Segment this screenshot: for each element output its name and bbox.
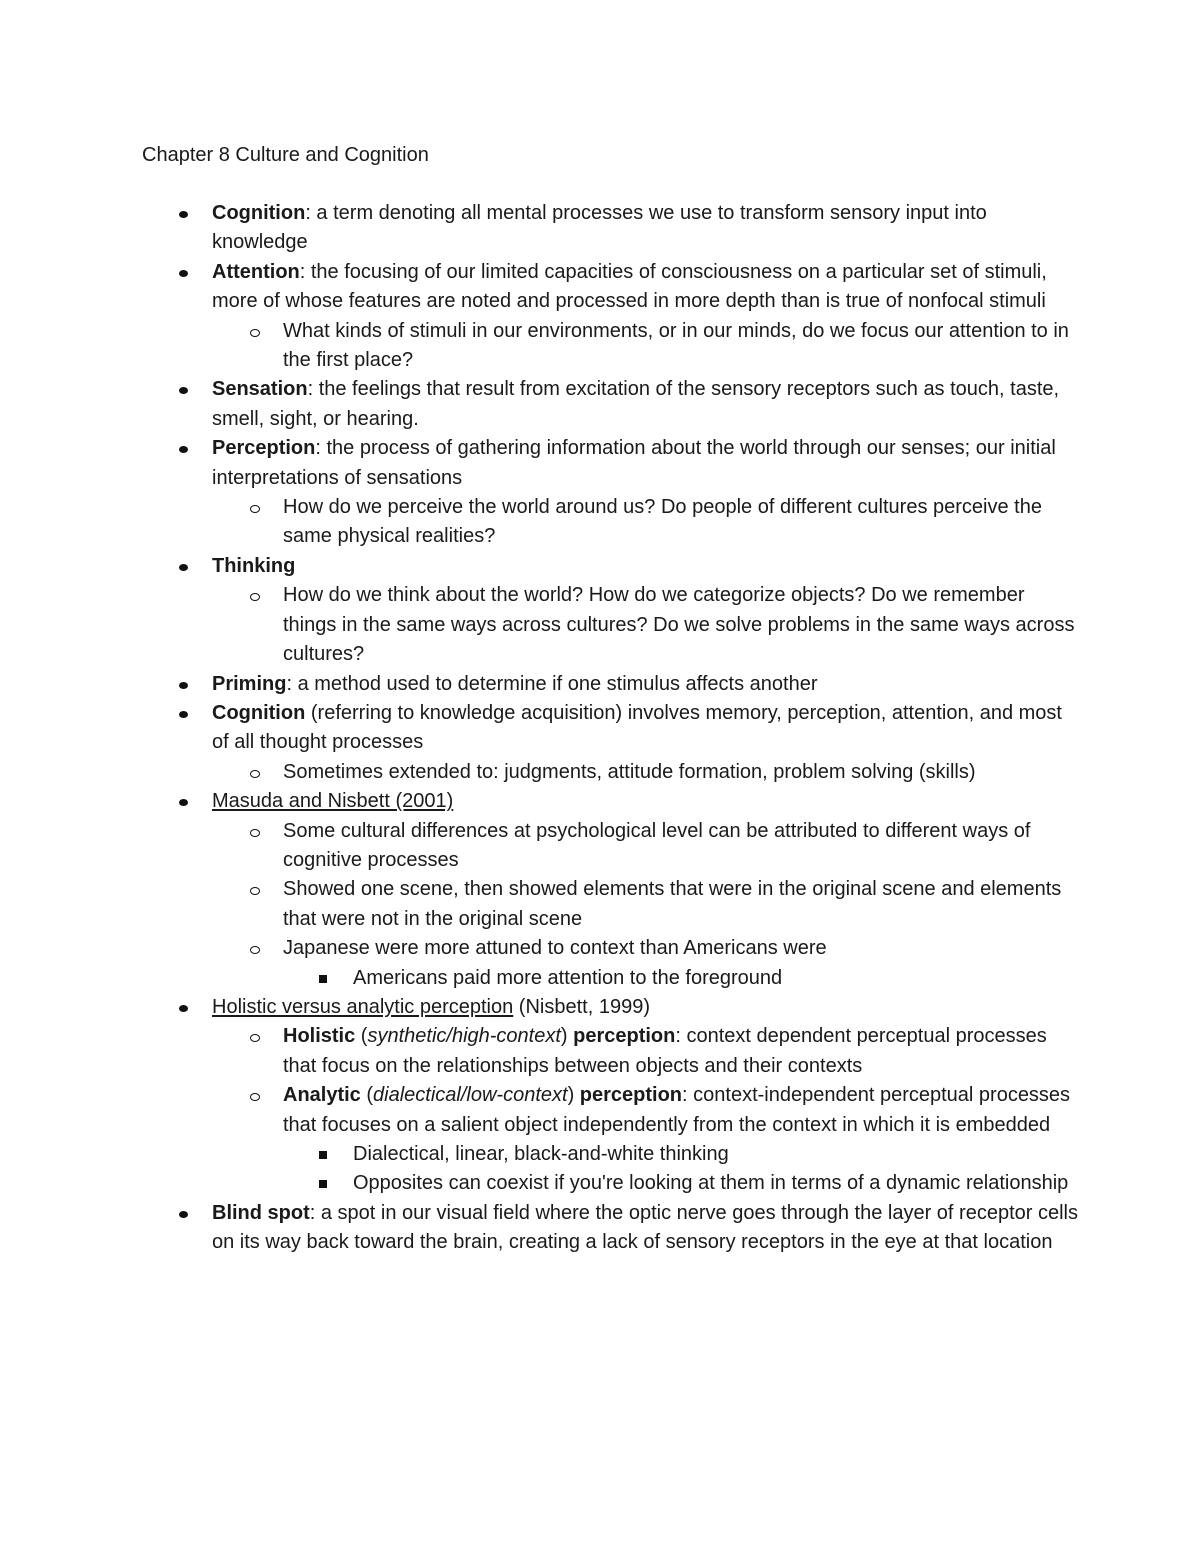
sub-list: [283, 817, 1082, 993]
list-item-holistic: [212, 993, 1082, 1199]
sub-item: What kinds of stimuli in our environments, or in our minds, do we focus our attention to in the first place?: [283, 317, 1082, 376]
definition: : the feelings that result from excitation of the sensory receptors such as touch, taste, smell, sight, or hearing.: [212, 378, 1060, 430]
definition: : a spot in our visual field where the optic nerve goes through the layer of receptor cells on its way back toward the brain, creating a lack of sensory receptors in the eye at that location: [212, 1201, 1078, 1254]
sub-sub-list: [353, 1140, 1082, 1199]
sub-item: Sometimes extended to: judgments, attitude formation, problem solving (skills): [283, 758, 1082, 787]
citation-year: (Nisbett, 1999): [513, 995, 650, 1018]
sub-sub-list: [353, 964, 1082, 993]
term: Blind spot: [212, 1201, 310, 1224]
sub-sub-item: Dialectical, linear, black-and-white thinking: [353, 1140, 1082, 1169]
term: Cognition: [212, 701, 306, 724]
paren-close: ): [560, 1025, 574, 1048]
sub-item: How do we think about the world? How do we categorize objects? Do we remember things in the same ways across cultures? Do we solve problems in the same ways across cultures?: [283, 581, 1082, 669]
sub-item: Showed one scene, then showed elements that were in the original scene and elements that were not in the original scene: [283, 875, 1082, 934]
list-item-perception: [212, 434, 1082, 552]
paren-open: (: [355, 1025, 368, 1048]
list-item-thinking: [212, 552, 1082, 670]
sub-item: How do we perceive the world around us? Do people of different cultures perceive the same physical realities?: [283, 493, 1082, 552]
definition: : a method used to determine if one stimulus affects another: [286, 672, 818, 695]
citation-heading: Masuda and Nisbett (2001): [212, 790, 454, 813]
term: Holistic: [283, 1025, 356, 1048]
definition: : context dependent perceptual processes that focus on the relationships between objects and their contexts: [283, 1025, 1047, 1077]
sub-item-holistic: [283, 1022, 1082, 1081]
term: Sensation: [212, 378, 308, 401]
paren-close: ): [567, 1084, 580, 1107]
definition: : the focusing of our limited capacities of consciousness on a particular set of stimuli, more of whose features are noted and processed in more depth than is true of nonfocal stimuli: [212, 260, 1047, 313]
sub-item-text: Japanese were more attuned to context than Americans were: [283, 937, 827, 960]
sub-sub-item: Americans paid more attention to the foreground: [353, 964, 1082, 993]
sub-list: [283, 758, 1082, 787]
definition: (referring to knowledge acquisition) involves memory, perception, attention, and most of all thought processes: [212, 701, 1062, 754]
term: Priming: [212, 672, 287, 695]
term: perception: [573, 1025, 676, 1048]
page-title: Chapter 8 Culture and Cognition: [142, 144, 429, 166]
term: Cognition: [212, 202, 306, 224]
list-item-cognition-2: [212, 699, 1082, 787]
definition: : a term denoting all mental processes we use to transform sensory input into knowledge: [212, 202, 987, 254]
paren-open: (: [360, 1084, 374, 1107]
synonym: dialectical/low-context: [373, 1084, 568, 1107]
term: perception: [579, 1084, 683, 1107]
term: Analytic: [283, 1084, 361, 1107]
sub-list: [283, 493, 1082, 552]
list-item-blind-spot: [212, 1199, 1082, 1258]
list-item-priming: [212, 670, 1082, 699]
synonym: synthetic/high-context: [367, 1025, 561, 1048]
citation-heading: Holistic versus analytic perception: [212, 995, 514, 1018]
definition: : the process of gathering information about the world through our senses; our initial interpretations of sensations: [212, 437, 1056, 489]
sub-list: [283, 1022, 1082, 1198]
definition: : context-independent perceptual processes that focuses on a salient object independently from the context in which it is embedded: [283, 1084, 1071, 1136]
sub-list: [283, 581, 1082, 669]
sub-item: [283, 934, 1082, 993]
list-item-masuda: [212, 787, 1082, 993]
notes-list: [212, 199, 1082, 1258]
list-item-sensation: [212, 375, 1082, 434]
term: Thinking: [212, 554, 296, 577]
term: Perception: [212, 437, 316, 460]
list-item-attention: [212, 258, 1082, 376]
sub-sub-item: Opposites can coexist if you're looking at them in terms of a dynamic relationship: [353, 1169, 1082, 1198]
sub-item: Some cultural differences at psychological level can be attributed to different ways of cognitive processes: [283, 817, 1082, 876]
list-item-cognition: [212, 199, 1082, 258]
sub-list: [283, 317, 1082, 376]
sub-item-analytic: [283, 1081, 1082, 1199]
term: Attention: [212, 260, 300, 283]
